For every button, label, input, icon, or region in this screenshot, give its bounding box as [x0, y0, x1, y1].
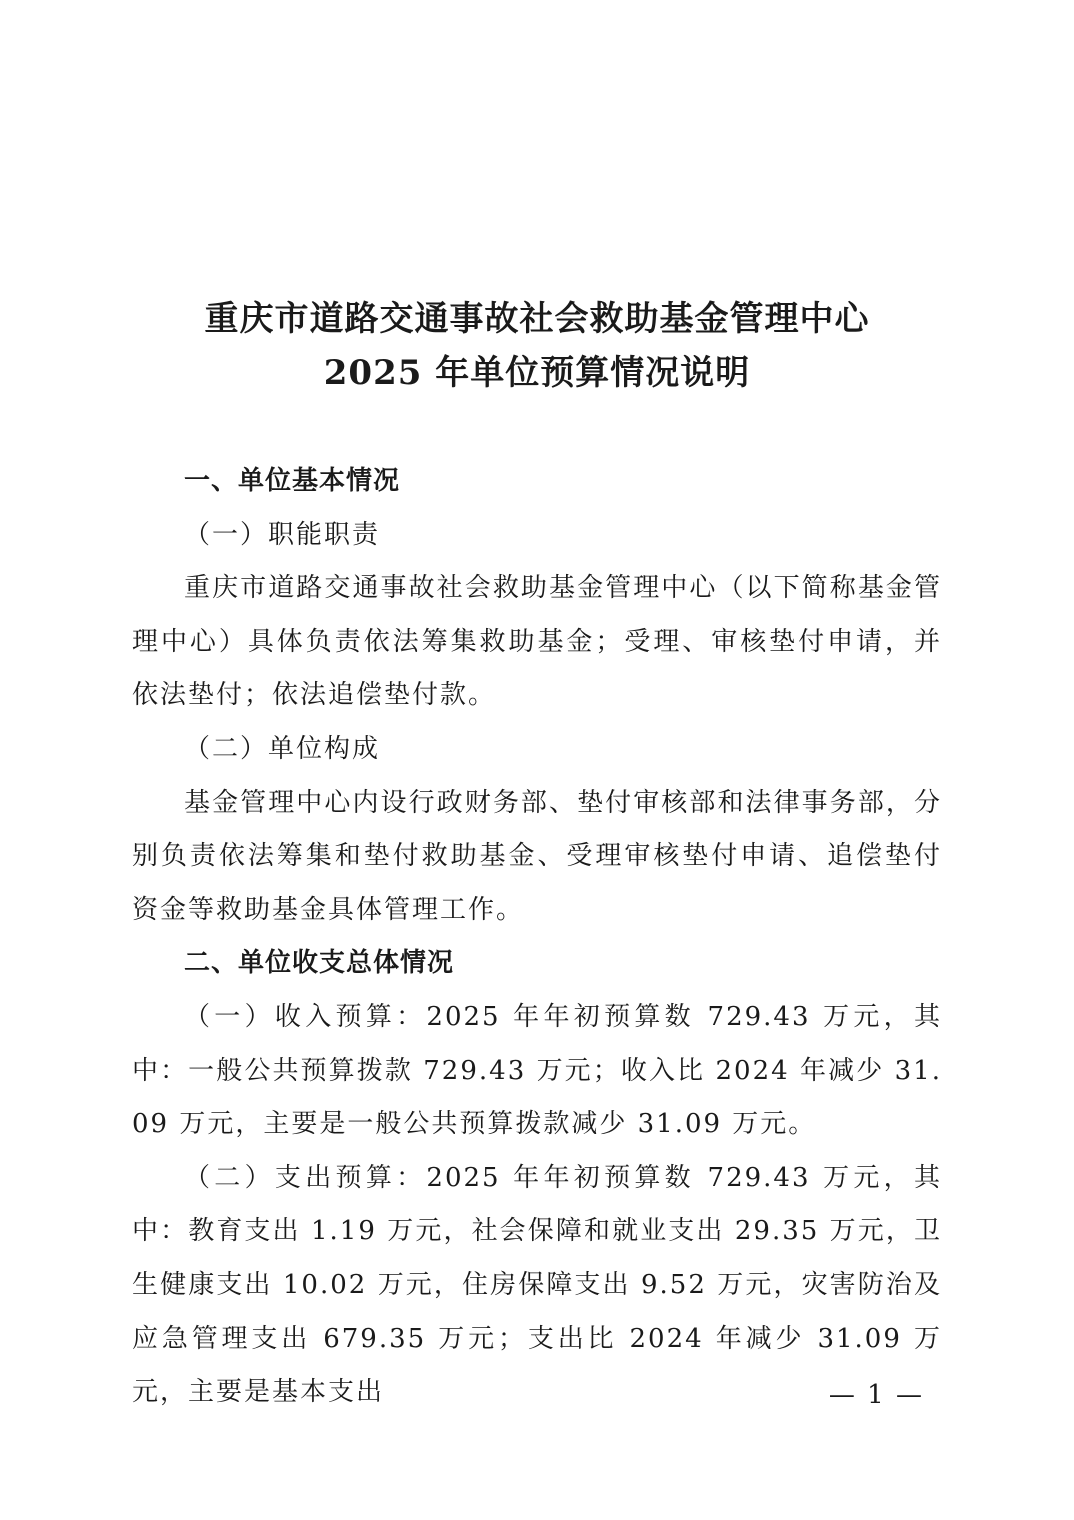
document-title-line2: 2025 年单位预算情况说明 — [323, 353, 751, 393]
subheading-functions: （一）职能职责 — [184, 519, 381, 550]
page-number: — 1 — — [828, 1380, 924, 1410]
paragraph-composition: 基金管理中心内设行政财务部、垫付审核部和法律事务部，分别负责依法筹集和垫付救助基金、受理审核垫付申请、追偿垫付资金等救助基金具体管理工作。 — [132, 787, 942, 925]
expense-budget-text: 2025 年年初预算数 729.43 万元，其中：教育支出 1.19 万元，社会保障和就业支出 29.35 万元，卫生健康支出 10.02 万元，住房保障支出 9.52 万元，灾害防治及应急管理支出 679.35 万元；支出比 2024 年减少 31.09 万元，主要是基本支出 — [132, 1162, 942, 1408]
section-heading-basic-info: 一、单位基本情况 — [184, 466, 401, 496]
document-body — [132, 455, 942, 1420]
subheading-composition: （二）单位构成 — [184, 733, 381, 764]
section-heading-budget-overview: 二、单位收支总体情况 — [184, 948, 455, 979]
paragraph-income-budget — [132, 991, 942, 1152]
expense-budget-lead: （二）支出预算： — [184, 1162, 427, 1193]
paragraph-functions: 重庆市道路交通事故社会救助基金管理中心（以下简称基金管理中心）具体负责依法筹集救助基金；受理、审核垫付申请，并依法垫付；依法追偿垫付款。 — [132, 573, 942, 711]
document-title-line1: 重庆市道路交通事故社会救助基金管理中心 — [204, 299, 870, 339]
income-budget-text: 2025 年年初预算数 729.43 万元，其中：一般公共预算拨款 729.43 万元；收入比 2024 年减少 31.09 万元，主要是一般公共预算拨款减少 31.09 万元。 — [132, 1001, 942, 1140]
income-budget-lead: （一）收入预算： — [184, 1001, 427, 1032]
paragraph-expense-budget — [132, 1152, 942, 1420]
